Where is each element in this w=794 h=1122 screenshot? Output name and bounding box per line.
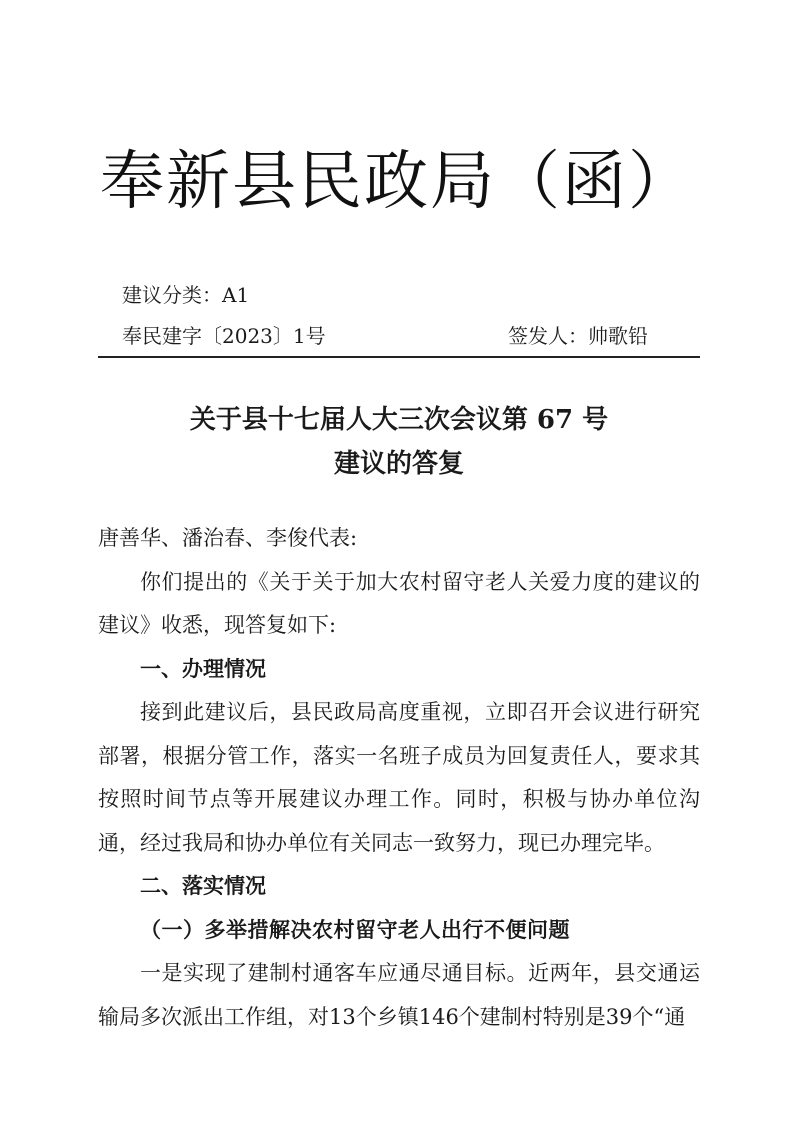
document-number: 奉民建字〔2023〕1号 [122,324,326,348]
travel-paragraph: 一是实现了建制村通客车应通尽通目标。近两年，县交通运输局多次派出工作组，对13个乡镇146个建制村特别是39个“通 [98,961,700,1029]
intro-paragraph: 你们提出的《关于关于加大农村留守老人关爱力度的建议的建议》收悉，现答复如下: [98,569,700,637]
handling-paragraph: 接到此建议后，县民政局高度重视，立即召开会议进行研究部署，根据分管工作，落实一名班子成员为回复责任人，要求其按照时间节点等开展建议办理工作。同时，积极与协办单位沟通，经过我局和协办单位有关同志一致努力，现已办理完毕。 [98,700,700,855]
section-heading-handling: 一、办理情况 [140,656,266,681]
issuer-signatory: 签发人：帅歌铅 [508,324,648,348]
proposal-category: 建议分类：A1 [122,283,250,307]
reply-title-line-1: 关于县十七届人大三次会议第 67 号 [189,405,609,435]
reply-title [98,398,700,486]
section-heading-implementation: 二、落实情况 [140,874,266,898]
reply-title-line-2: 建议的答复 [333,449,464,479]
agency-letterhead-title: 奉新县民政局（函） [100,145,694,219]
letter-body [98,517,700,1039]
header-divider [98,356,700,358]
salutation: 唐善华、潘治春、李俊代表: [98,526,358,550]
subsection-heading-travel: （一）多举措解决农村留守老人出行不便问题 [140,917,570,942]
